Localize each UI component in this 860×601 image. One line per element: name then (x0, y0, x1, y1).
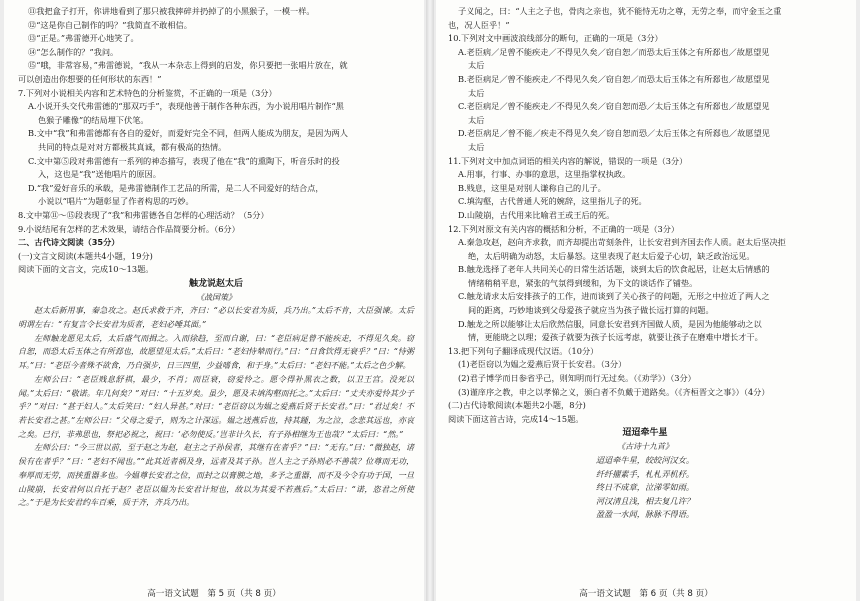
text-line: ⑫“这是你自己制作的吗？”我简直不敢相信。 (28, 19, 192, 30)
passage-source: 《战国策》 (196, 292, 236, 302)
instruction: 阅读下面的文言文，完成10～13题。 (18, 264, 154, 275)
question-7-option: A.小说开头交代弗雷德的“那双巧手”，表现他善于制作各种东西，为小说用唱片制作“黑 (28, 101, 344, 112)
passage-paragraph: 左师公曰：“今三世以前，至于赵之为赵，赵主之子孙侯者，其继有在者乎？”曰：“无有。”曰：“微独赵，诸侯有在者乎？”曰：“老妇不闻也。”“此其近者祸及身，远者及其子孙。岂人主之子孙则必不善哉？位尊而无功，奉厚而无劳，而挟重器多也。今媪尊长安君之位，而封之以膏腴之地，多予之重器，而不及今令有功于国，一旦山陵崩，长安君何以自托于赵？老臣以媪为长安君计短也，故以为其爱不若燕后。”太后曰：“诺，恣君之所使之。”于是为长安君约车百乘，质于齐，齐兵乃出。 (18, 443, 414, 508)
text-line: 子义闻之，曰：“人主之子也，骨肉之亲也，犹不能恃无功之尊，无劳之奉，而守金玉之重 (458, 6, 782, 16)
question-11-option: A.用事，行事、办事的意思，这里指掌权执政。 (458, 169, 631, 180)
question-13-stem: 13.把下列句子翻译成现代汉语。（10分） (448, 345, 599, 356)
poem-line: 纤纤擢素手，札札弄机杼。 (595, 468, 695, 479)
question-12-option: 绝，太后明确为动怒，太后暴怒。这里表现了赵太后爱子心切，缺乏政治远见。 (468, 250, 755, 261)
passage-paragraph: 左师公曰：“老臣贱息舒祺，最少，不肖；而臣衰，窃爱怜之。愿令得补黑衣之数，以卫王宫。没死以闻。”太后曰：“敬诺。年几何矣？”对曰：“十五岁矣。虽少，愿及未填沟壑而托之。”太后曰：“丈夫亦爱怜其少子乎？”对曰：“甚于妇人。”太后笑曰：“妇人异甚。”对曰：“老臣窃以为媪之爱燕后贤于长安君。”曰：“君过矣！不若长安君之甚。”左师公曰：“父母之爱子，则为之计深远。媪之送燕后也，持其踵，为之泣，念悲其远也，亦哀之矣。已行，非弗思也，祭祀必祝之，祝曰：‘必勿使反。’岂非计久长，有子孙相继为王也哉？”太后曰：“然。” (18, 374, 414, 439)
question-7-stem: 7.下列对小说相关内容和艺术特色的分析鉴赏，不正确的一项是（3分） (18, 87, 277, 98)
page-5 (4, 0, 424, 601)
section-heading: 二、古代诗文阅读（35分） (18, 237, 120, 248)
question-12-option: 情绪稍稍平息，紧张的气氛得到缓和，为下文的谈话作了铺垫。 (468, 277, 698, 288)
question-13-item: (1)老臣窃以为媪之爱燕后贤于长安君。（3分） (458, 359, 627, 370)
question-8: 8.文中第⑪～⑮段表现了“我”和弗雷德各自怎样的心理活动？（5分） (18, 209, 269, 220)
poem-line: 河汉清且浅，相去复几许？ (595, 495, 695, 506)
question-12-stem: 12.下列对原文有关内容的概括和分析，不正确的一项是（3分） (448, 223, 680, 234)
text-line: 也，况人臣乎！” (448, 19, 510, 30)
question-7-option: D.“我”爱好音乐的承载，是弗雷德制作工艺品的所需，是二人不同爱好的结合点， (28, 182, 324, 193)
question-12-option: C.触龙请求太后安排孩子的工作，进而谈到了关心孩子的问题，无形之中拉近了两人之 (458, 291, 770, 302)
question-10-option: B.老臣病足／曾不能疾走／不得见久矣／窃自恕／而恐太后玉体之有所郄也／故愿望见 (458, 73, 770, 84)
text-line: ⑮“哦，非常容易，”弗雷德说，“我从一本杂志上得到的启发，你只要把一张唱片放在，就 (28, 60, 348, 71)
poem-line: 盈盈一水间，脉脉不得语。 (595, 509, 695, 520)
question-12-option: D.触龙之所以能够让太后欣然信服，同意长安君到齐国做人质，是因为他能够动之以 (458, 318, 762, 329)
question-12-option: 间的距离，巧妙地谈到父母爱孩子就应当为孩子做长远打算的问题。 (468, 305, 714, 316)
question-10-option: D.老臣病足／曾不能／疾走不得见久矣／窃自恕而恐／太后玉体之有所郄也／故愿望见 (458, 128, 770, 139)
question-7-option: B.文中“我”和弗雷德都有各自的爱好，而爱好完全不同，但两人能成为朋友，是因为两人 (28, 128, 348, 139)
question-12-option: B.触龙选择了老年人共同关心的日常生活话题，谈到太后的饮食起居，让赵太后情感的 (458, 264, 770, 275)
question-10-stem: 10.下列对文中画波浪线部分的断句，正确的一项是（3分） (448, 33, 663, 44)
question-11-stem: 11.下列对文中加点词语的相关内容的解说，错误的一项是（3分） (448, 155, 688, 166)
question-10-option: 太后 (468, 87, 485, 98)
question-7-option: 共同的特点是对对方都极其真诚，都有极高的热情。 (38, 141, 227, 152)
question-10-option: C.老臣病足／曾不能疾走／不得见久矣／窃自恕而恐／太后玉体之有所郄也／故愿望见 (458, 101, 770, 112)
question-7-option: 小说以“唱片”为题彰显了作者构思的巧妙。 (38, 196, 194, 207)
poem-title: 迢迢牵牛星 (622, 428, 668, 439)
question-12-option: A.秦急攻赵，赵向齐求救，而齐却提出苛刻条件，让长安君到齐国去作人质。赵太后坚决拒 (458, 237, 786, 248)
question-13-item: (2)君子博学而日参省乎己，则知明而行无过矣。（《劝学》）（3分） (458, 373, 696, 384)
instruction: 阅读下面这首古诗，完成14～15题。 (448, 413, 584, 424)
text-line: ⑭“怎么制作的？”我问。 (28, 46, 119, 57)
question-12-option: 情，更能晓之以理；爱孩子就要为孩子长远考虑，就要让孩子在磨难中增长才干。 (468, 332, 763, 343)
question-13-item: (3)谨庠序之教，申之以孝悌之义，颁白者不负戴于道路矣。（《齐桓晋文之事》）（4分） (458, 386, 770, 397)
question-7-option: 色猴子雕像”的结局埋下伏笔。 (38, 114, 149, 125)
page-footer: 高一语文试题 第 5 页（共 8 页） (147, 589, 281, 599)
question-7-option: 入，这也是“我”送他唱片的原因。 (38, 169, 161, 180)
question-7-option: C.文中第⑤段对弗雷德有一系列的神态描写，表现了他在“我”的熏陶下，听音乐时的投 (28, 155, 340, 166)
question-10-option: 太后 (468, 141, 485, 152)
poem-source: 《古诗十九首》 (617, 442, 673, 452)
passage-paragraph: 赵太后新用事，秦急攻之。赵氏求救于齐，齐曰：“必以长安君为质，兵乃出。”太后不肯，大臣强谏。太后明谓左右：“有复言令长安君为质者，老妇必唾其面。” (18, 306, 414, 330)
question-11-option: C.填沟壑，古代普通人死的婉辞，这里指儿子的死。 (458, 196, 647, 207)
text-line: 可以创造出你想要的任何形状的东西！” (18, 73, 162, 84)
page-6 (436, 0, 856, 601)
question-9: 9.小说结尾有怎样的艺术效果，请结合作品简要分析。（6分） (18, 223, 240, 234)
question-10-option: 太后 (468, 60, 485, 71)
question-11-option: B.贱息，这里是对别人谦称自己的儿子。 (458, 182, 606, 193)
poem-line: 终日不成章，泣涕零如雨。 (595, 482, 695, 493)
text-line: ⑪我把盒子打开，你讲地看到了那只被我摔碎并扔掉了的小黑猴子，一模一样。 (28, 6, 315, 16)
text-line: ⑬“正是。”弗雷德开心地笑了。 (28, 33, 139, 44)
question-11-option: D.山陵崩，古代用来比喻君王或王后的死。 (458, 209, 615, 220)
poem-line: 迢迢牵牛星，皎皎河汉女。 (595, 454, 695, 465)
question-10-option: 太后 (468, 114, 485, 125)
subsection-heading: (一)文言文阅读(本题共4小题，19分) (18, 250, 153, 261)
passage-title: 触龙说赵太后 (188, 278, 243, 289)
page-gutter (426, 0, 434, 601)
question-10-option: A.老臣病／足曾不能疾走／不得见久矣／窃自恕／而恐太后玉体之有所郄也／故愿望见 (458, 46, 770, 57)
subsection-heading: (二)古代诗歌阅读(本题共2小题，8分) (448, 400, 586, 411)
passage-paragraph: 左师触龙愿见太后，太后盛气而揖之。入而徐趋，至而自谢，曰：“老臣病足曾不能疾走，不得见久矣。窃自恕，而恐太后玉体之有所郄也，故愿望见太后。”太后曰：“老妇恃辇而行。”曰：“日食饮得无衰乎？”曰：“恃粥耳。”曰：“老臣今者殊不欲食，乃自强步，日三四里，少益嗜食，和于身。”太后曰：“老妇不能。”太后之色少解。 (18, 333, 414, 371)
page-footer: 高一语文试题 第 6 页（共 8 页） (579, 589, 713, 599)
